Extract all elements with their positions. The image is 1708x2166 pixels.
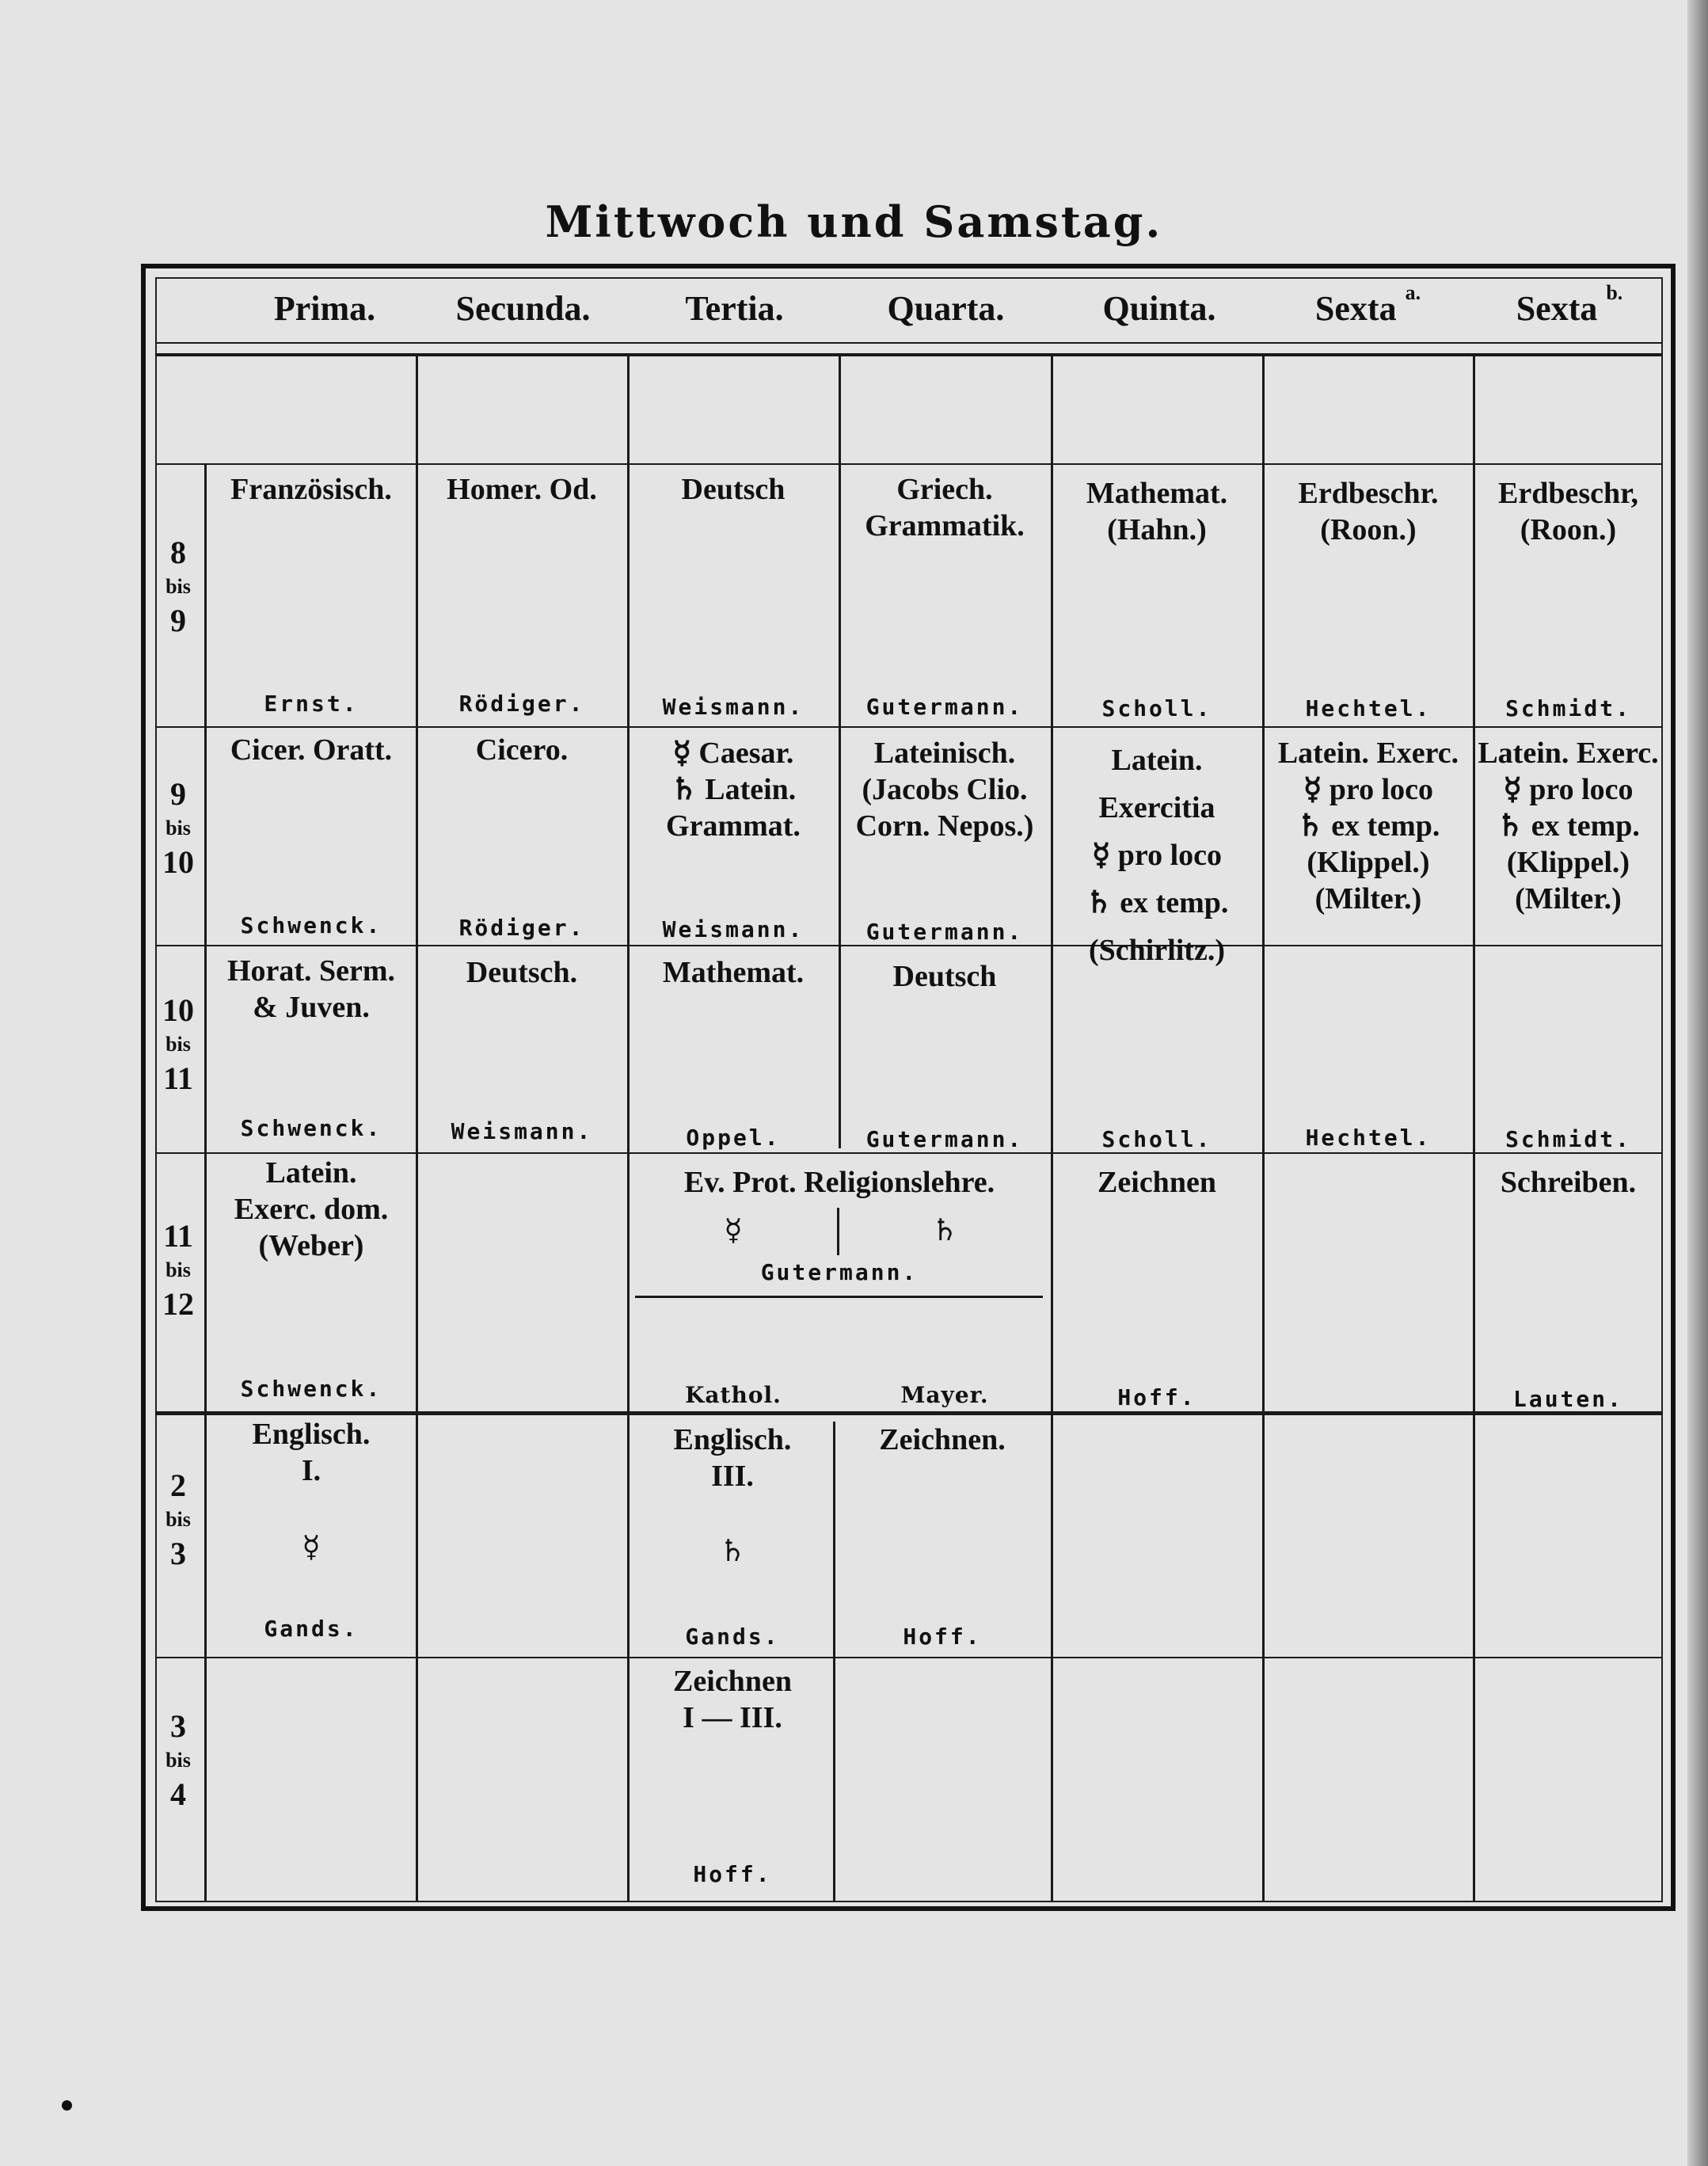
r4-quinta-teacher: Hoff. xyxy=(1117,1384,1196,1410)
row-line-5 xyxy=(155,1657,1663,1658)
r1-quarta-line-1: Griech. xyxy=(896,473,993,506)
r2-quarta-line-3: Corn. Nepos.) xyxy=(855,809,1034,843)
r4-religion-subject: Ev. Prot. Religionslehre. xyxy=(683,1166,995,1199)
r3-secunda-subject: Deutsch. xyxy=(466,956,578,989)
r5-quarta-teacher: Hoff. xyxy=(903,1624,982,1650)
r2-sexta-b-line-2: ☿ pro loco xyxy=(1503,773,1634,806)
mercury-icon: ☿ xyxy=(724,1212,743,1247)
r2-prima-teacher: Schwenck. xyxy=(240,912,382,938)
r5-tertia-teacher: Gands. xyxy=(685,1624,780,1650)
r2-quinta-line-3: ☿ pro loco xyxy=(1091,839,1223,872)
r2-sexta-b-line-1: Latein. Exerc. xyxy=(1478,737,1659,770)
r5-tertia-line-2: III. xyxy=(711,1460,754,1493)
r2-quinta-line-2: Exercitia xyxy=(1098,791,1215,824)
r5-quarta-subject: Zeichnen. xyxy=(879,1423,1006,1456)
r3-tertia-subject: Mathemat. xyxy=(662,956,805,989)
r2-quinta-line-5: (Schirlitz.) xyxy=(1088,934,1225,967)
r3-quinta-teacher: Scholl. xyxy=(1101,1126,1212,1152)
r2-quarta-line-2: (Jacobs Clio. xyxy=(862,773,1028,806)
r5-tertia-subject xyxy=(630,1422,835,1494)
r2-prima-subject: Cicer. Oratt. xyxy=(230,733,393,767)
header-rule-bold xyxy=(155,353,1663,356)
time-from: 11 xyxy=(163,1218,193,1254)
time-to: 10 xyxy=(162,844,194,880)
r2-sexta-b-line-3: ♄ ex temp. xyxy=(1497,809,1640,843)
r2-quarta-line-1: Lateinisch. xyxy=(873,737,1016,770)
time-bis: bis xyxy=(165,575,191,598)
r1-secunda-teacher: Rödiger. xyxy=(458,691,585,717)
time-to: 3 xyxy=(170,1536,186,1571)
time-from: 2 xyxy=(170,1467,186,1503)
header-tertia: Tertia. xyxy=(685,289,784,328)
r4-prima-subject xyxy=(207,1155,415,1264)
r1-prima-teacher: Ernst. xyxy=(264,691,359,717)
r1-prima-subject: Französisch. xyxy=(230,473,392,506)
time-from: 9 xyxy=(170,776,186,812)
time-9-10 xyxy=(155,776,201,881)
r2-sexta-a-line-3: ♄ ex temp. xyxy=(1296,809,1440,843)
r4-religion-teacher: Gutermann. xyxy=(760,1259,919,1285)
r3-prima-subject xyxy=(207,953,415,1026)
r1-sexta-a-line-1: Erdbeschr. xyxy=(1298,477,1439,510)
r5-prima-subject xyxy=(207,1416,415,1489)
r3-prima-line-1: Horat. Serm. xyxy=(226,954,396,988)
r1-sexta-b-line-2: (Roon.) xyxy=(1520,513,1617,546)
r1-quinta-teacher: Scholl. xyxy=(1101,695,1212,721)
header-prima: Prima. xyxy=(273,289,376,328)
r2-tertia-line-1: ☿ Caesar. xyxy=(672,737,794,770)
r3-prima-line-2: & Juven. xyxy=(253,991,370,1024)
col-line-3b xyxy=(837,1208,839,1255)
ink-dot xyxy=(62,2100,72,2111)
r1-sexta-b-subject xyxy=(1475,475,1661,548)
time-bis: bis xyxy=(165,1508,191,1531)
r2-tertia-line-2: ♄ Latein. xyxy=(670,773,797,806)
saturn-icon: ♄ xyxy=(718,1533,747,1568)
header-sexta-a-sup: a. xyxy=(1405,281,1421,304)
r4-quinta-subject: Zeichnen xyxy=(1097,1166,1216,1199)
r3-prima-teacher: Schwenck. xyxy=(240,1115,382,1141)
r2-sexta-b-line-4: (Klippel.) xyxy=(1506,846,1630,879)
time-10-11 xyxy=(155,992,201,1097)
r2-tertia-line-3: Grammat. xyxy=(666,809,801,843)
time-from: 10 xyxy=(162,992,194,1028)
r2-secunda-teacher: Rödiger. xyxy=(458,915,585,941)
r4-quarta-teacher: Mayer. xyxy=(900,1382,989,1408)
r2-quinta-subject xyxy=(1053,737,1261,974)
header-sexta-a-label: Sexta xyxy=(1314,289,1397,328)
r5-tertia-line-1: Englisch. xyxy=(673,1423,792,1456)
header-rule xyxy=(155,342,1663,344)
col-line-time xyxy=(204,463,207,1901)
r1-quinta-line-2: (Hahn.) xyxy=(1107,513,1207,546)
r1-secunda-subject: Homer. Od. xyxy=(447,473,597,506)
r1-quinta-line-1: Mathemat. xyxy=(1086,477,1228,510)
r2-sexta-a-subject xyxy=(1265,735,1472,917)
r3-sexta-a-teacher: Hechtel. xyxy=(1305,1125,1432,1151)
header-sexta-b xyxy=(1474,277,1664,341)
r1-tertia-teacher: Weismann. xyxy=(662,694,805,720)
header-sexta-a xyxy=(1263,277,1473,341)
r2-secunda-subject: Cicero. xyxy=(475,733,569,767)
r1-quinta-subject xyxy=(1053,475,1261,548)
r3-secunda-teacher: Weismann. xyxy=(451,1118,593,1144)
time-to: 12 xyxy=(162,1286,194,1322)
time-bis: bis xyxy=(165,1258,191,1281)
r2-quinta-line-1: Latein. xyxy=(1111,744,1203,777)
time-2-3 xyxy=(155,1467,201,1572)
time-bis: bis xyxy=(165,1033,191,1056)
r1-sexta-b-teacher: Schmidt. xyxy=(1505,695,1631,721)
r4-prima-line-3: (Weber) xyxy=(258,1229,364,1262)
r5-prima-line-2: I. xyxy=(301,1454,321,1487)
time-8-9 xyxy=(155,535,201,639)
religion-rule xyxy=(635,1296,1043,1298)
r4-sexta-b-teacher: Lauten. xyxy=(1512,1386,1623,1412)
time-bis: bis xyxy=(165,817,191,839)
time-to: 11 xyxy=(163,1060,193,1096)
r4-prima-line-2: Exerc. dom. xyxy=(234,1193,389,1226)
time-3-4 xyxy=(155,1708,201,1813)
r6-tertia-line-2: I — III. xyxy=(683,1701,782,1734)
r1-sexta-a-line-2: (Roon.) xyxy=(1320,513,1417,546)
r4-tertia-teacher: Kathol. xyxy=(685,1382,782,1408)
header-quarta: Quarta. xyxy=(887,289,1005,328)
r3-quarta-teacher: Gutermann. xyxy=(865,1126,1024,1152)
r4-prima-line-1: Latein. xyxy=(265,1156,357,1190)
page-title: Mittwoch und Samstag. xyxy=(545,196,1163,247)
r1-sexta-a-subject xyxy=(1265,475,1472,548)
r2-sexta-b-line-5: (Milter.) xyxy=(1515,882,1622,916)
r6-tertia-line-1: Zeichnen xyxy=(673,1665,792,1698)
r6-tertia-teacher: Hoff. xyxy=(693,1861,772,1887)
r1-sexta-b-line-1: Erdbeschr, xyxy=(1497,477,1638,510)
r2-sexta-a-line-5: (Milter.) xyxy=(1314,882,1422,916)
header-sexta-b-label: Sexta xyxy=(1516,289,1598,328)
r2-quarta-subject xyxy=(841,735,1048,844)
r1-quarta-subject xyxy=(841,471,1048,544)
r2-quarta-teacher: Gutermann. xyxy=(865,919,1024,945)
time-to: 4 xyxy=(170,1776,186,1812)
r4-prima-teacher: Schwenck. xyxy=(240,1376,382,1402)
time-from: 8 xyxy=(170,535,186,570)
row-line-1 xyxy=(155,726,1663,728)
row-line-top xyxy=(155,463,1663,465)
time-11-12 xyxy=(155,1218,201,1323)
r2-quinta-line-4: ♄ ex temp. xyxy=(1085,886,1229,919)
r3-tertia-teacher: Oppel. xyxy=(686,1125,781,1151)
time-from: 3 xyxy=(170,1708,186,1744)
header-secunda: Secunda. xyxy=(455,289,591,328)
r1-tertia-subject: Deutsch xyxy=(681,473,786,506)
row-line-4-bold xyxy=(155,1411,1663,1415)
r1-quarta-teacher: Gutermann. xyxy=(865,694,1024,720)
r2-sexta-b-subject xyxy=(1475,735,1661,917)
r5-prima-teacher: Gands. xyxy=(264,1616,359,1642)
r2-sexta-a-line-1: Latein. Exerc. xyxy=(1277,737,1459,770)
mercury-icon: ☿ xyxy=(302,1529,321,1564)
time-to: 9 xyxy=(170,603,186,638)
r1-sexta-a-teacher: Hechtel. xyxy=(1305,695,1432,721)
r2-tertia-subject xyxy=(630,735,837,844)
r5-prima-line-1: Englisch. xyxy=(252,1418,371,1451)
r3-quarta-subject: Deutsch xyxy=(892,960,997,993)
header-sexta-b-sup: b. xyxy=(1606,281,1623,304)
saturn-icon: ♄ xyxy=(930,1212,959,1247)
header-quinta: Quinta. xyxy=(1102,289,1216,328)
time-bis: bis xyxy=(165,1749,191,1772)
r6-tertia-subject xyxy=(630,1663,835,1736)
r2-sexta-a-line-4: (Klippel.) xyxy=(1307,846,1430,879)
r3-sexta-b-teacher: Schmidt. xyxy=(1505,1126,1631,1152)
paper-edge xyxy=(1687,0,1708,2166)
r4-sexta-b-subject: Schreiben. xyxy=(1500,1166,1637,1199)
r1-quarta-line-2: Grammatik. xyxy=(865,509,1025,542)
row-line-2 xyxy=(155,945,1663,946)
r2-tertia-teacher: Weismann. xyxy=(662,916,805,942)
r2-sexta-a-line-2: ☿ pro loco xyxy=(1303,773,1434,806)
row-line-3 xyxy=(155,1152,1663,1154)
